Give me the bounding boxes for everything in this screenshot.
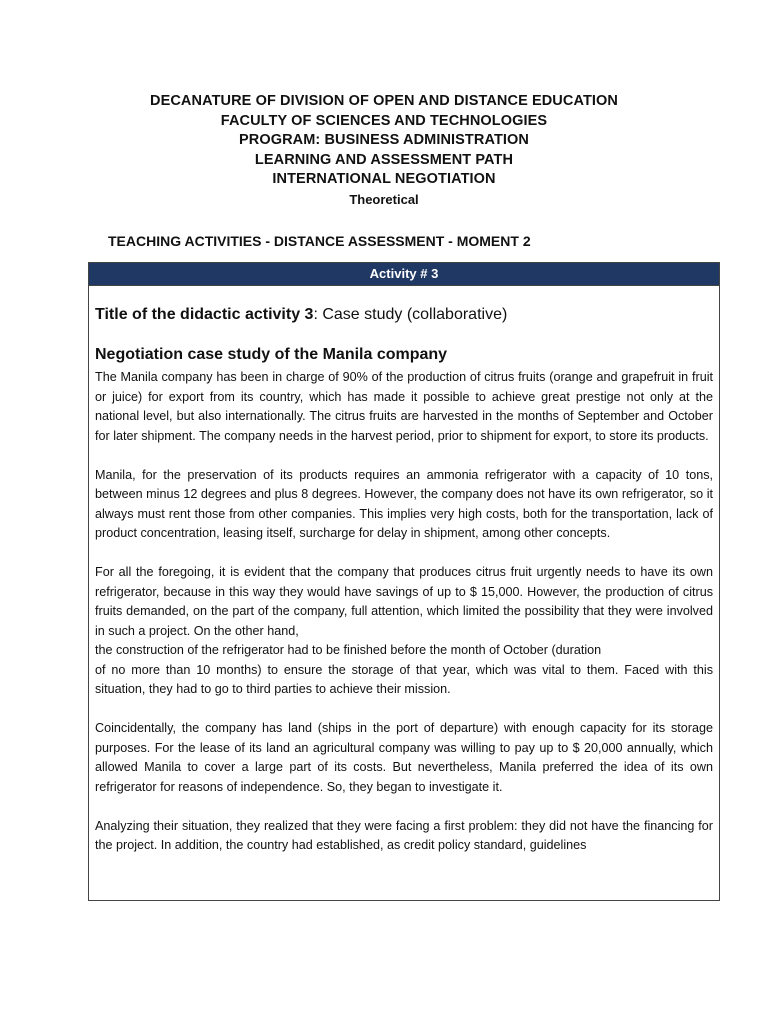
- header-line: INTERNATIONAL NEGOTIATION: [272, 171, 496, 187]
- header-subtitle: Theoretical: [349, 191, 419, 207]
- case-paragraph: Coincidentally, the company has land (ships in the port of departure) with enough capacity for its storage purposes. For the lease of its land an agricultural company was willing to pay up to $ 20,000 annually, which allowed Manila to cover a large part of its costs. But nevertheless, Manila preferred the idea of its own refrigerator for reasons of independence. So, they began to investigate it.: [95, 721, 713, 794]
- case-paragraph: The Manila company has been in charge of 90% of the production of citrus fruits (orange and grapefruit in fruit or juice) for export from its country, which has made it possible to achieve great prestige not only at the national level, but also internationally. The citrus fruits are harvested in the months of September and October for later shipment. The company needs in the harvest period, prior to shipment for export, to store its products.: [95, 370, 713, 443]
- header-line: LEARNING AND ASSESSMENT PATH: [254, 151, 514, 168]
- header-line: DECANATURE OF DIVISION OF OPEN AND DISTANCE EDUCATION: [150, 93, 618, 109]
- case-paragraph: For all the foregoing, it is evident that the company that produces citrus fruit urgently needs to have its own refrigerator, because in this way they would have savings of up to $ 15,000. However, the production of citrus fruits demanded, on the part of the company, full attention, which limited the possibility that they were involved in such a project. On the other hand, the construction of the refrigerator had to be finished before the month of October (duration of no more than 10 months) to ensure the storage of that year, which was vital to them. Faced with this situation, they had to go to third parties to achieve their mission.: [95, 565, 713, 696]
- activity-title-value: : Case study (collaborative): [313, 306, 508, 323]
- activity-header: Activity # 3: [89, 263, 719, 286]
- activity-title-label: Title of the didactic activity 3: [95, 306, 314, 323]
- case-title: Negotiation case study of the Manila company: [95, 346, 448, 363]
- header-line: PROGRAM: BUSINESS ADMINISTRATION: [239, 132, 529, 148]
- activity-box: [88, 262, 720, 901]
- header-line: FACULTY OF SCIENCES AND TECHNOLOGIES: [220, 112, 548, 129]
- activity-title: [95, 304, 713, 326]
- case-paragraph: Analyzing their situation, they realized that they were facing a first problem: they did not have the financing for the project. In addition, the country had established, as credit policy standard, guidelines: [95, 818, 713, 852]
- document-header: [0, 92, 768, 210]
- section-title: TEACHING ACTIVITIES - DISTANCE ASSESSMENT - MOMENT 2: [108, 233, 531, 249]
- case-paragraph: Manila, for the preservation of its products requires an ammonia refrigerator with a capacity of 10 tons, between minus 12 degrees and plus 8 degrees. However, the company does not have its own refrigerator, so it always must rent those from other companies. This implies very high costs, both for the transportation, lack of product concentration, leasing itself, surcharge for delay in shipment, among other concepts.: [95, 467, 713, 540]
- activity-content: [89, 286, 719, 856]
